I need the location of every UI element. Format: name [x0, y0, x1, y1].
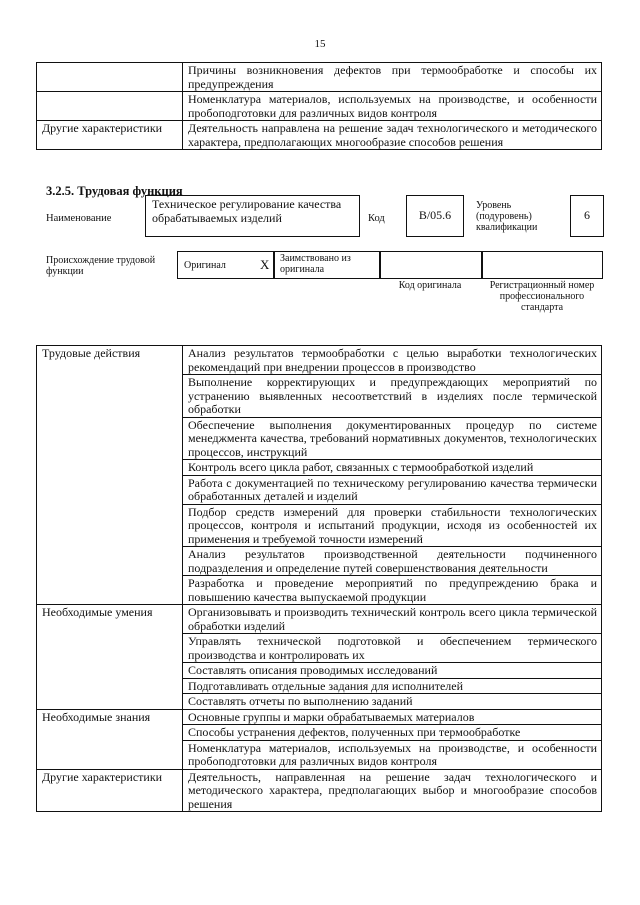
group-item: Составлять отчеты по выполнению заданий	[183, 694, 602, 710]
code-label: Код	[368, 213, 385, 224]
group-label: Трудовые действия	[37, 346, 183, 605]
group-item: Анализ результатов термообработки с целью выработки технологических рекомендаций при внедрении процессов в производство	[183, 346, 602, 375]
group-item: Разработка и проведение мероприятий по предупреждению брака и повышению качества выпускаемой продукции	[183, 576, 602, 605]
group-item: Обеспечение выполнения документированных процедур по системе менеджмента качества, требований нормативных документов, технологических процессов, инструкций	[183, 417, 602, 460]
code-value: B/05.6	[418, 208, 452, 222]
group-item: Номенклатура материалов, используемых на производстве, и особенности пробоподготовки для различных видов контроля	[183, 740, 602, 769]
group-item: Управлять технической подготовкой и обеспечением термического производства и контролировать их	[183, 634, 602, 663]
group-label: Другие характеристики	[37, 769, 183, 812]
function-table	[36, 345, 602, 812]
original-mark: X	[260, 257, 270, 272]
group-item: Подбор средств измерений для проверки стабильности технологических процессов, контроля и испытаний продукции, исходя из особенностей их применения и требуемой точности измерений	[183, 504, 602, 547]
table-row	[37, 92, 602, 121]
continuation-table	[36, 62, 602, 150]
name-box	[145, 195, 360, 237]
origin-label: Происхождение трудовой функции	[46, 255, 156, 277]
row-text: Деятельность направлена на решение задач технологического и методического характера, предполагающих многообразие способов решения	[183, 121, 602, 150]
reg-number-caption: Регистрационный номер профессионального стандарта	[489, 280, 595, 313]
group-item: Деятельность, направленная на решение задач технологического и методического характера, предполагающих выбор и многообразие способов решения	[183, 769, 602, 812]
original-box	[177, 251, 275, 279]
group-item: Контроль всего цикла работ, связанных с термообработкой изделий	[183, 460, 602, 476]
table-row	[37, 709, 602, 725]
level-value: 6	[584, 208, 590, 222]
table-row	[37, 346, 602, 375]
row-text: Номенклатура материалов, используемых на производстве, и особенности пробоподготовки для различных видов контроля	[183, 92, 602, 121]
borrowed-text: Заимствовано из оригинала	[280, 253, 351, 275]
page-number: 15	[314, 38, 326, 50]
group-item: Составлять описания проводимых исследований	[183, 663, 602, 679]
level-box	[570, 195, 604, 237]
section-heading: 3.2.5. Трудовая функция	[46, 184, 183, 198]
code-original-box	[379, 251, 483, 279]
row-label	[37, 92, 183, 121]
group-item: Анализ результатов производственной деятельности подчиненного подразделения и определение путей совершенствования деятельности	[183, 547, 602, 576]
group-label: Необходимые знания	[37, 709, 183, 769]
group-item: Выполнение корректирующих и предупреждающих мероприятий по устранению выявленных несоответствий в изделиях после термической обработки	[183, 375, 602, 418]
group-label: Необходимые умения	[37, 605, 183, 710]
group-item: Способы устранения дефектов, полученных при термообработке	[183, 725, 602, 741]
table-row	[37, 63, 602, 92]
table-row	[37, 605, 602, 634]
code-original-caption: Код оригинала	[398, 280, 462, 291]
row-text: Причины возникновения дефектов при термообработке и способы их предупреждения	[183, 63, 602, 92]
reg-number-box	[481, 251, 603, 279]
table-row	[37, 121, 602, 150]
group-item: Подготавливать отдельные задания для исполнителей	[183, 678, 602, 694]
row-label: Другие характеристики	[37, 121, 183, 150]
group-item: Работа с документацией по техническому регулированию качества термически обработанных деталей и изделий	[183, 475, 602, 504]
code-box	[406, 195, 464, 237]
group-item: Организовывать и производить технический контроль всего цикла термической обработки изделий	[183, 605, 602, 634]
table-row	[37, 769, 602, 812]
name-value: Техническое регулирование качества обрабатываемых изделий	[152, 197, 342, 225]
name-label: Наименование	[46, 213, 112, 224]
row-label	[37, 63, 183, 92]
original-text: Оригинал	[184, 260, 226, 271]
group-item: Основные группы и марки обрабатываемых материалов	[183, 709, 602, 725]
level-label: Уровень (подуровень) квалификации	[476, 200, 538, 233]
borrowed-box	[273, 251, 381, 279]
